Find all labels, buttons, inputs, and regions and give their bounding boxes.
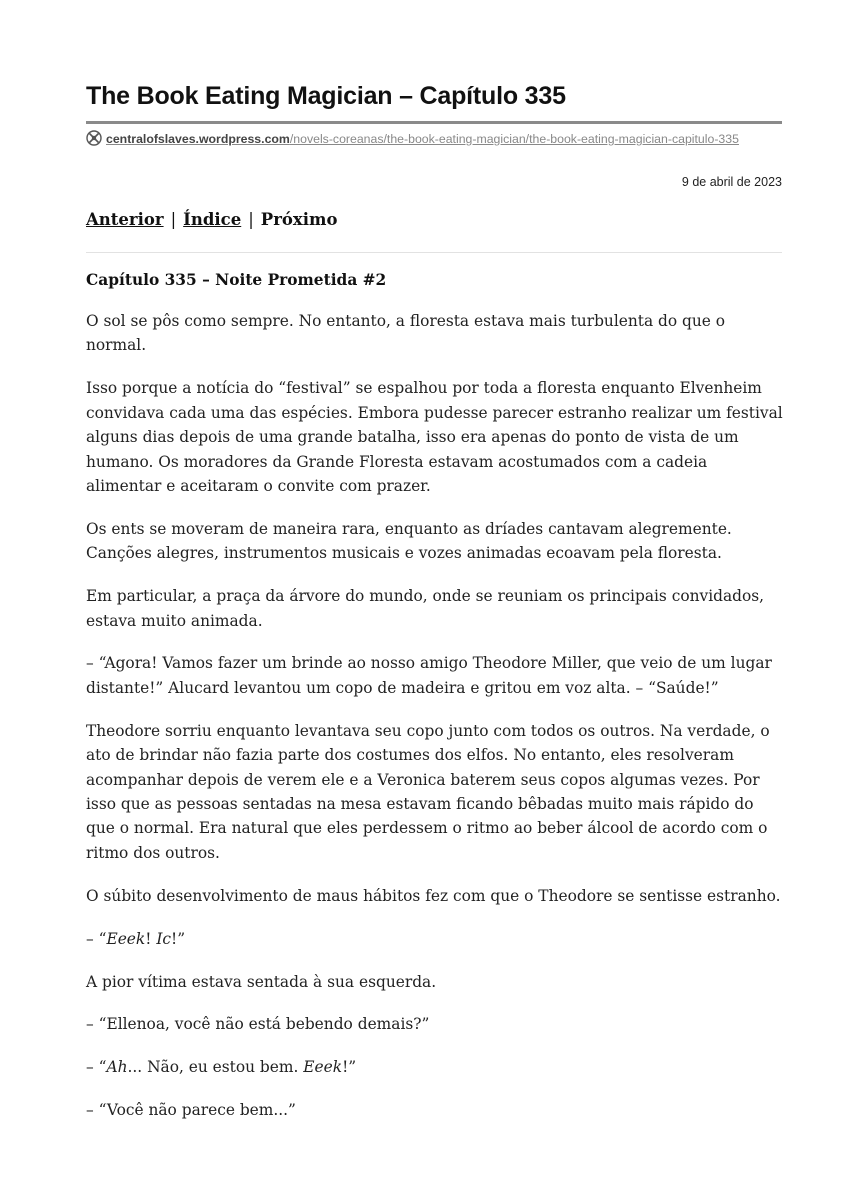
paragraph: Theodore sorriu enquanto levantava seu copo junto com todos os outros. Na verdade, o ato de brindar não fazia parte dos costumes dos elfos. No entanto, eles resolveram acompanhar depois de verem ele e a Veronica baterem seus copos algumas vezes. Por isso que as pessoas sentadas na mesa estavam ficando bêbadas muito mais rápido do que o normal. Era natural que eles perdessem o ritmo ao beber álcool de acordo com o ritmo dos outros. <box>86 721 770 862</box>
previous-chapter-link[interactable]: Anterior <box>86 210 164 229</box>
index-link[interactable]: Índice <box>183 210 242 229</box>
source-domain: centralofslaves.wordpress.com <box>106 132 290 146</box>
dialogue-open: – “ <box>86 929 107 948</box>
source-link-row <box>86 130 782 148</box>
paragraph: – “Você não parece bem...” <box>86 1101 296 1120</box>
nav-separator: | <box>248 210 254 229</box>
nav-separator: | <box>170 210 177 229</box>
paragraph <box>86 1055 786 1079</box>
paragraph: Isso porque a notícia do “festival” se espalhou por toda a floresta enquanto Elvenheim convidava cada uma das espécies. Embora pudesse parecer estranho realizar um festival alguns dias depois de uma grande batalha, isso era apenas do ponto de vista de um humano. Os moradores da Grande Floresta estavam acostumados com a cadeia alimentar e aceitaram o convite com prazer. <box>86 379 783 495</box>
paragraph: Os ents se moveram de maneira rara, enquanto as dríades cantavam alegremente. Canções alegres, instrumentos musicais e vozes animadas ecoavam pela floresta. <box>86 519 732 563</box>
dialogue-close: !” <box>342 1058 357 1077</box>
publish-date: 9 de abril de 2023 <box>681 175 782 189</box>
chapter-navigation <box>86 210 337 229</box>
next-chapter-link[interactable]: Próximo <box>260 210 338 229</box>
dialogue-open: – “ <box>86 1058 107 1077</box>
source-url-link[interactable] <box>106 132 739 146</box>
chapter-content <box>86 268 786 1141</box>
paragraph: O sol se pôs como sempre. No entanto, a floresta estava mais turbulenta do que o normal. <box>86 312 726 355</box>
paragraph: Em particular, a praça da árvore do mundo, onde se reuniam os principais convidados, estava muito animada. <box>86 587 765 630</box>
italic-text: Eeek <box>106 929 146 948</box>
paragraph: – “Agora! Vamos fazer um brinde ao nosso amigo Theodore Miller, que veio de um lugar distante!” Alucard levantou um copo de madeira e gritou em voz alta. – “Saúde!” <box>86 654 772 697</box>
italic-text: Ah <box>106 1058 128 1077</box>
globe-icon <box>86 130 102 146</box>
page-title: The Book Eating Magician – Capítulo 335 <box>86 82 566 110</box>
paragraph <box>86 927 786 951</box>
italic-text: Eeek <box>303 1058 343 1077</box>
dialogue-close: !” <box>171 929 186 948</box>
paragraph: A pior vítima estava sentada à sua esquerda. <box>86 972 437 991</box>
title-divider <box>86 121 782 124</box>
paragraph: – “Ellenoa, você não está bebendo demais?” <box>86 1015 430 1034</box>
dialogue-text: ... Não, eu estou bem. <box>127 1058 304 1077</box>
paragraph: O súbito desenvolvimento de maus hábitos fez com que o Theodore se sentisse estranho. <box>86 886 781 905</box>
dialogue-text: ! <box>145 929 157 948</box>
italic-text: Ic <box>156 929 172 948</box>
content-divider <box>86 252 782 253</box>
chapter-heading: Capítulo 335 – Noite Prometida #2 <box>86 271 387 289</box>
source-path: /novels-coreanas/the-book-eating-magician/the-book-eating-magician-capitulo-335 <box>289 132 739 146</box>
